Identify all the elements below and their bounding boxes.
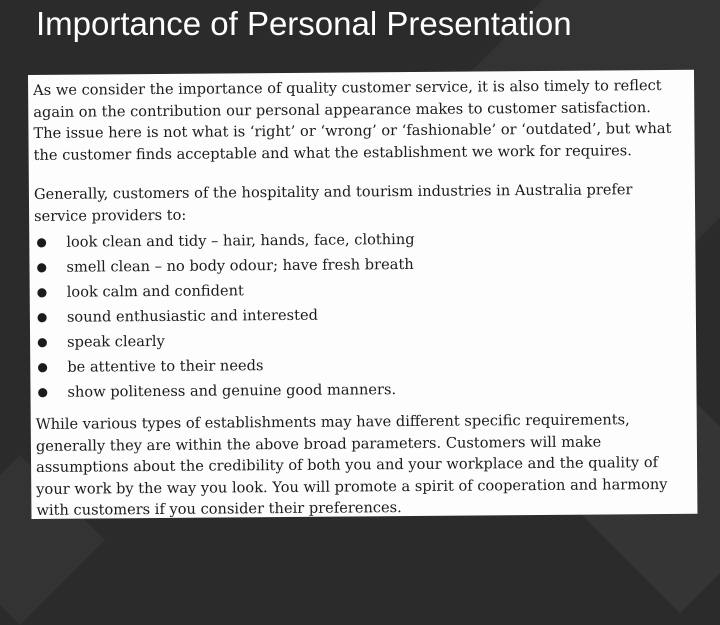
bullet-icon: ● [36,234,47,249]
closing-paragraph: While various types of establishments may have different specific requirements, generally they are within the above broad parameters. Customers will make assumptions about the credibility of both you and your workplace and the quality of your work by the way you look. You will promote a spirit of cooperation and harmony with customers if you consider their preferences. [35,411,668,519]
lead-in-paragraph: Generally, customers of the hospitality and tourism industries in Australia prefer service providers to: [33,181,633,225]
bullet-icon: ● [37,384,49,399]
list-item [35,375,682,405]
bullet-icon: ● [36,309,48,324]
bullet-icon: ● [37,359,48,374]
list-item-text: speak clearly [67,332,165,351]
scanned-document [28,70,697,519]
list-item-text: sound enthusiastic and interested [66,306,319,326]
list-item-text: look calm and confident [66,282,244,301]
bullet-icon: ● [37,334,48,349]
intro-paragraph: As we consider the importance of quality customer service, it is also timely to reflect again on the contribution our personal appearance makes to customer satisfaction. The issue here is not what is ‘right’ or ‘wrong’ or ‘fashionable’ or ‘outdated’, but what the customer finds acceptable and what the establishment we work for requires. [33,77,672,164]
list-item-text: be attentive to their needs [67,357,264,376]
slide-title: Importance of Personal Presentation [36,5,572,42]
list-item-text: look clean and tidy – hair, hands, face, clothing [66,230,415,251]
list-item-text: smell clean – no body odour; have fresh breath [66,255,414,276]
bullet-icon: ● [36,259,48,274]
list-item-text: show politeness and genuine good manners. [67,381,397,401]
bullet-list [34,225,682,405]
bullet-icon: ● [36,284,48,299]
